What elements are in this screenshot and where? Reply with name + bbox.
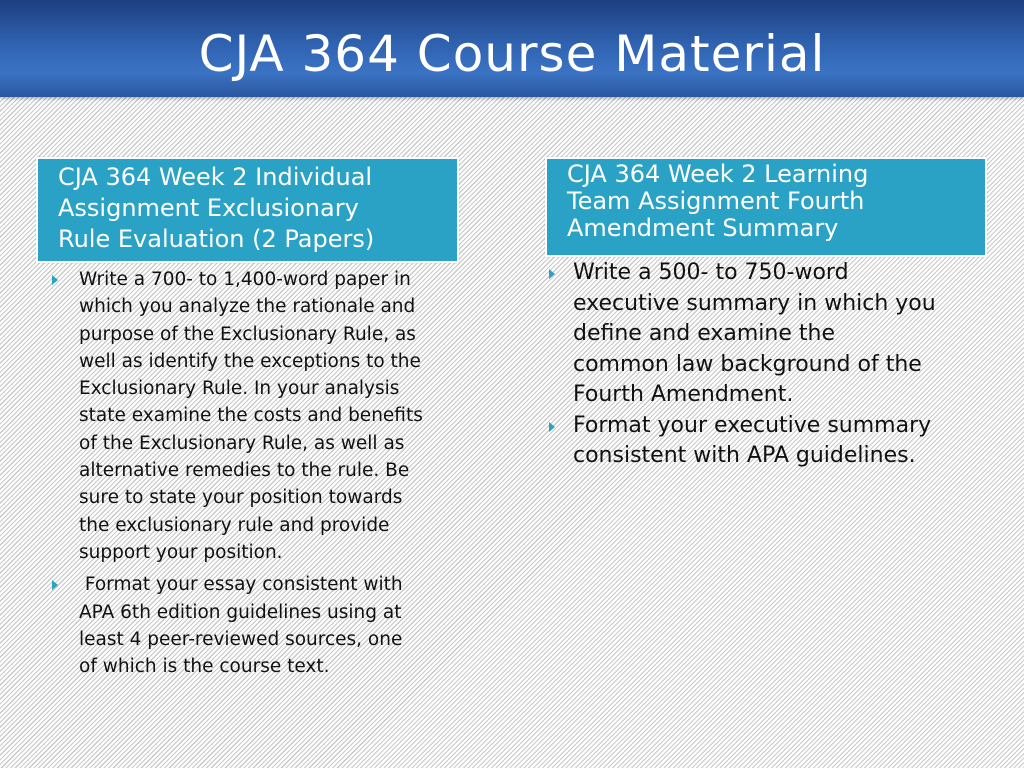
slide-title: CJA 364 Course Material xyxy=(198,25,826,83)
left-bullet-item xyxy=(48,571,498,680)
triangle-bullet-icon xyxy=(52,580,58,590)
triangle-bullet-icon xyxy=(52,275,58,285)
bullet-line: executive summary in which you xyxy=(573,290,936,316)
bullet-line: Exclusionary Rule. In your analysis xyxy=(79,378,400,400)
triangle-bullet-icon xyxy=(549,269,555,279)
bullet-line: of which is the course text. xyxy=(79,656,330,678)
left-heading-line: Assignment Exclusionary xyxy=(58,194,359,222)
right-heading-line: Amendment Summary xyxy=(567,214,839,242)
title-banner xyxy=(0,0,1024,97)
left-heading-line: Rule Evaluation (2 Papers) xyxy=(58,225,375,253)
bullet-line: APA 6th edition guidelines using at xyxy=(79,601,402,623)
left-bullet-item xyxy=(48,266,498,566)
bullet-line: sure to state your position towards xyxy=(79,487,403,509)
left-heading-box xyxy=(36,157,459,263)
bullet-line: the exclusionary rule and provide xyxy=(79,514,390,536)
right-heading-box xyxy=(545,157,987,257)
left-heading-line: CJA 364 Week 2 Individual xyxy=(58,163,373,191)
right-heading-line: CJA 364 Week 2 Learning xyxy=(567,160,869,188)
bullet-line: Fourth Amendment. xyxy=(573,382,794,407)
right-bullet-list xyxy=(542,258,992,472)
bullet-line: state examine the costs and benefits xyxy=(79,405,423,427)
right-heading xyxy=(567,161,868,242)
triangle-bullet-icon xyxy=(549,422,555,432)
bullet-line: support your position. xyxy=(79,541,283,563)
right-bullet-item xyxy=(542,258,992,411)
bullet-line: well as identify the exceptions to the xyxy=(79,350,421,372)
left-heading xyxy=(58,162,374,255)
bullet-line: alternative remedies to the rule. Be xyxy=(79,460,410,482)
bullet-line: consistent with APA guidelines. xyxy=(573,443,916,468)
bullet-line: purpose of the Exclusionary Rule, as xyxy=(79,323,416,345)
bullet-line: common law background of the xyxy=(573,351,922,377)
bullet-line: Write a 500- to 750-word xyxy=(573,260,849,285)
bullet-line: Write a 700- to 1,400-word paper in xyxy=(79,269,411,290)
bullet-line: Format your essay consistent with xyxy=(79,574,403,596)
bullet-line: Format your executive summary xyxy=(573,412,932,438)
right-bullet-item xyxy=(542,411,992,472)
right-heading-line: Team Assignment Fourth xyxy=(567,187,865,215)
bullet-line: of the Exclusionary Rule, as well as xyxy=(79,432,405,454)
bullet-line: least 4 peer-reviewed sources, one xyxy=(79,628,403,650)
bullet-line: which you analyze the rationale and xyxy=(79,296,416,318)
bullet-line: define and examine the xyxy=(573,321,835,346)
left-bullet-list xyxy=(48,266,498,685)
